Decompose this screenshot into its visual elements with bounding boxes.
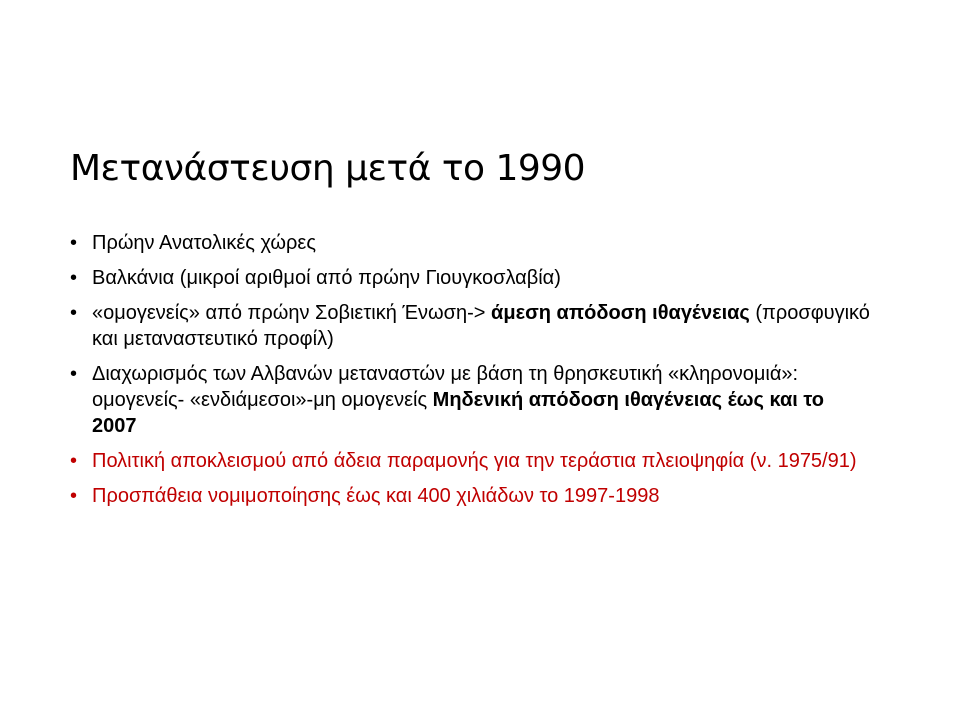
bullet-text: Βαλκάνια (μικροί αριθμοί από πρώην Γιουγκοσλαβία)	[92, 267, 561, 289]
bullet-dot-icon: •	[70, 302, 78, 324]
bullet-item-albanian-migrants-distinction	[70, 361, 870, 439]
bullet-text: Πρώην Ανατολικές χώρες	[92, 232, 316, 254]
bullet-dot-icon: •	[70, 267, 78, 289]
bullet-text: (προσφυγικό και μεταναστευτικό προφίλ)	[92, 302, 870, 350]
bullet-text: Προσπάθεια νομιμοποίησης έως και 400 χιλιάδων το 1997-1998	[92, 485, 660, 507]
bullet-item-balkans	[70, 265, 870, 291]
bullet-dot-icon: •	[70, 485, 78, 507]
bullet-item-legalization-attempt	[70, 483, 870, 509]
bullet-text: Διαχωρισμός των Αλβανών μεταναστών με βάση τη θρησκευτική «κληρονομιά»: ομογενείς- «ενδιάμεσοι»-μη ομογενείς	[92, 363, 799, 411]
bullet-list	[70, 230, 870, 518]
bullet-item-exclusion-policy	[70, 448, 870, 474]
bullet-item-ethnic-greeks-soviet-union	[70, 300, 870, 352]
bullet-emphasis-text: άμεση απόδοση ιθαγένειας	[491, 302, 750, 324]
bullet-text: «ομογενείς» από πρώην Σοβιετική Ένωση->	[92, 302, 492, 324]
bullet-emphasis-text: Μηδενική απόδοση ιθαγένειας έως και το 2007	[92, 389, 824, 437]
bullet-dot-icon: •	[70, 450, 78, 472]
slide-title: Μετανάστευση μετά το 1990	[70, 148, 586, 189]
bullet-text: Πολιτική αποκλεισμού από άδεια παραμονής για την τεράστια πλειοψηφία (ν. 1975/91)	[92, 450, 857, 472]
bullet-item-former-eastern-countries	[70, 230, 870, 256]
bullet-dot-icon: •	[70, 232, 78, 254]
bullet-dot-icon: •	[70, 363, 78, 385]
